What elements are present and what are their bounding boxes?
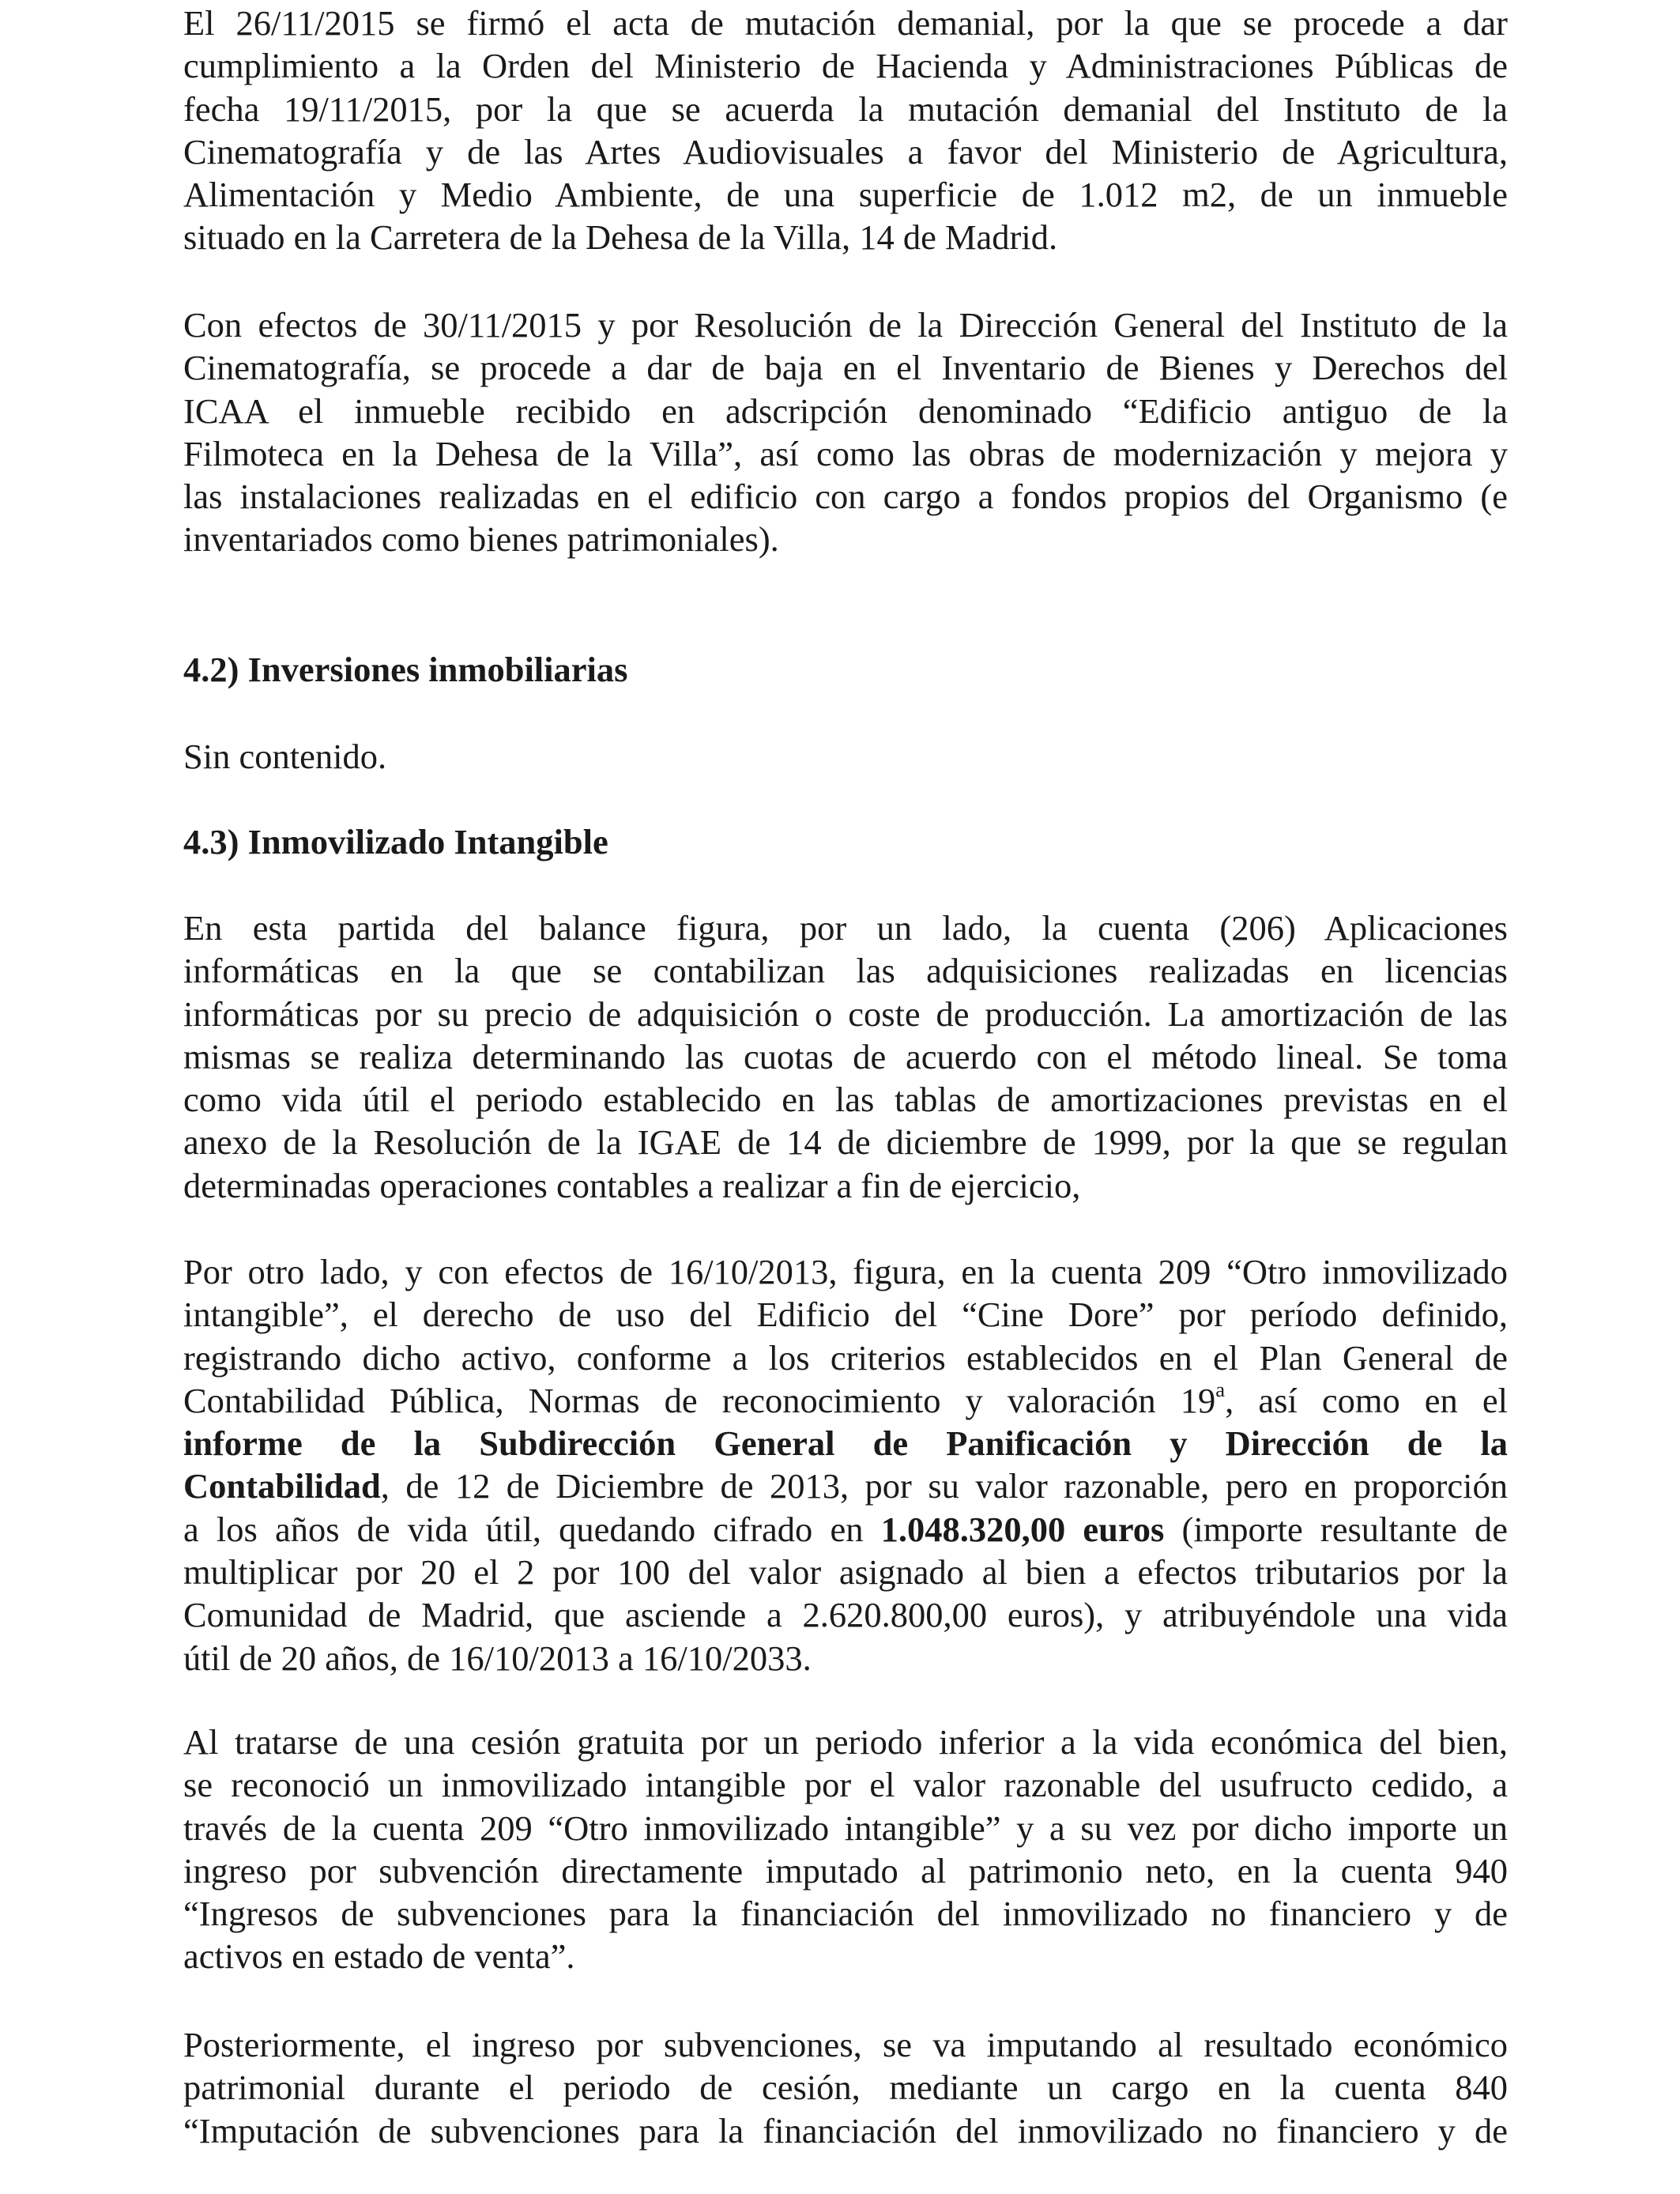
text-line: Sin contenido.	[183, 737, 387, 776]
text-line: informáticas en la que se contabilizan las adquisiciones realizadas en licencias	[183, 951, 1508, 991]
text-line: intangible”, el derecho de uso del Edificio del “Cine Dore” por período definido,	[183, 1295, 1508, 1335]
text-line	[183, 1379, 1508, 1422]
text-line: través de la cuenta 209 “Otro inmovilizado intangible” y a su vez por dicho importe un	[183, 1808, 1508, 1848]
text-line: En esta partida del balance figura, por un lado, la cuenta (206) Aplicaciones	[183, 908, 1508, 948]
text-line: las instalaciones realizadas en el edificio con cargo a fondos propios del Organismo (e	[183, 477, 1508, 517]
paragraph-aplicaciones-informaticas	[183, 907, 1508, 1207]
text-line: cumplimiento a la Orden del Ministerio de Hacienda y Administraciones Públicas de	[183, 46, 1508, 86]
text-line: ingreso por subvención directamente imputado al patrimonio neto, en la cuenta 940	[183, 1850, 1508, 1891]
text-line: activos en estado de venta”.	[183, 1936, 575, 1977]
paragraph-baja-inventario	[183, 303, 1508, 561]
text-line: anexo de la Resolución de la IGAE de 14 de diciembre de 1999, por la que se regulan	[183, 1122, 1508, 1163]
text-line: informáticas por su precio de adquisición o coste de producción. La amortización de las	[183, 993, 1508, 1034]
text-line: Con efectos de 30/11/2015 y por Resolución de la Dirección General del Instituto de la	[183, 305, 1508, 345]
paragraph-sin-contenido	[183, 735, 1508, 778]
paragraph-cine-dore	[183, 1250, 1508, 1679]
text-line: ICAA el inmueble recibido en adscripción denominado “Edificio antiguo de la	[183, 390, 1508, 431]
section-heading-inversiones-inmobiliarias: 4.2) Inversiones inmobiliarias	[183, 650, 628, 689]
text-line: situado en la Carretera de la Dehesa de la Villa, 14 de Madrid.	[183, 217, 1058, 258]
text-line: como vida útil el periodo establecido en las tablas de amortizaciones previstas en el	[183, 1080, 1508, 1120]
text-line: Por otro lado, y con efectos de 16/10/2013, figura, en la cuenta 209 “Otro inmovilizado	[183, 1252, 1508, 1291]
bold-amount: 1.048.320,00 euros	[880, 1509, 1165, 1549]
text-line: Alimentación y Medio Ambiente, de una superficie de 1.012 m2, de un inmueble	[183, 175, 1508, 215]
text-run: (importe resultante de	[1164, 1509, 1509, 1549]
superscript-ordinal: a	[1215, 1377, 1226, 1401]
bold-report-reference: informe de la Subdirección General de Panificación y Dirección de la	[183, 1423, 1508, 1464]
text-line: “Ingresos de subvenciones para la financiación del inmovilizado no financiero y de	[183, 1894, 1508, 1934]
text-line: Cinematografía y de las Artes Audiovisuales a favor del Ministerio de Agricultura,	[183, 131, 1508, 172]
text-line: Cinematografía, se procede a dar de baja en el Inventario de Bienes y Derechos del	[183, 348, 1508, 388]
text-run: Contabilidad Pública, Normas de reconocimiento y valoración 19	[183, 1380, 1216, 1420]
text-line: El 26/11/2015 se firmó el acta de mutación demanial, por la que se procede a dar	[183, 3, 1508, 43]
text-line	[183, 1508, 1508, 1551]
text-line	[183, 1422, 1508, 1465]
text-line: mismas se realiza determinando las cuotas de acuerdo con el método lineal. Se toma	[183, 1036, 1508, 1076]
text-line: Filmoteca en la Dehesa de la Villa”, así como las obras de modernización y mejora y	[183, 433, 1508, 473]
text-run: a los años de vida útil, quedando cifrado en	[183, 1509, 881, 1549]
text-line: patrimonial durante el periodo de cesión, mediante un cargo en la cuenta 840	[183, 2068, 1508, 2108]
bold-report-reference: Contabilidad	[183, 1466, 381, 1506]
paragraph-mutacion-demanial	[183, 2, 1508, 259]
paragraph-cesion-gratuita	[183, 1721, 1508, 1978]
text-line: determinadas operaciones contables a realizar a fin de ejercicio,	[183, 1165, 1081, 1205]
text-line: “Imputación de subvenciones para la financiación del inmovilizado no financiero y de	[183, 2110, 1508, 2151]
text-line: útil de 20 años, de 16/10/2013 a 16/10/2033.	[183, 1638, 812, 1678]
text-line: registrando dicho activo, conforme a los criterios establecidos en el Plan General de	[183, 1337, 1508, 1378]
text-line: Al tratarse de una cesión gratuita por un periodo inferior a la vida económica del bien,	[183, 1722, 1508, 1762]
paragraph-imputacion-subvenciones	[183, 2023, 1508, 2152]
text-line: se reconoció un inmovilizado intangible por el valor razonable del usufructo cedido, a	[183, 1765, 1508, 1805]
text-line: inventariados como bienes patrimoniales).	[183, 519, 779, 560]
text-line: Comunidad de Madrid, que asciende a 2.620.800,00 euros), y atribuyéndole una vida	[183, 1595, 1508, 1635]
text-line: multiplicar por 20 el 2 por 100 del valor asignado al bien a efectos tributarios por la	[183, 1552, 1508, 1593]
text-run: , de 12 de Diciembre de 2013, por su valor razonable, pero en proporción	[380, 1466, 1508, 1506]
text-line: Posteriormente, el ingreso por subvenciones, se va imputando al resultado económico	[183, 2025, 1508, 2064]
text-line: fecha 19/11/2015, por la que se acuerda la mutación demanial del Instituto de la	[183, 89, 1508, 129]
text-run: , así como en el	[1225, 1380, 1508, 1420]
text-line	[183, 1465, 1508, 1507]
section-heading-inmovilizado-intangible: 4.3) Inmovilizado Intangible	[183, 822, 608, 861]
